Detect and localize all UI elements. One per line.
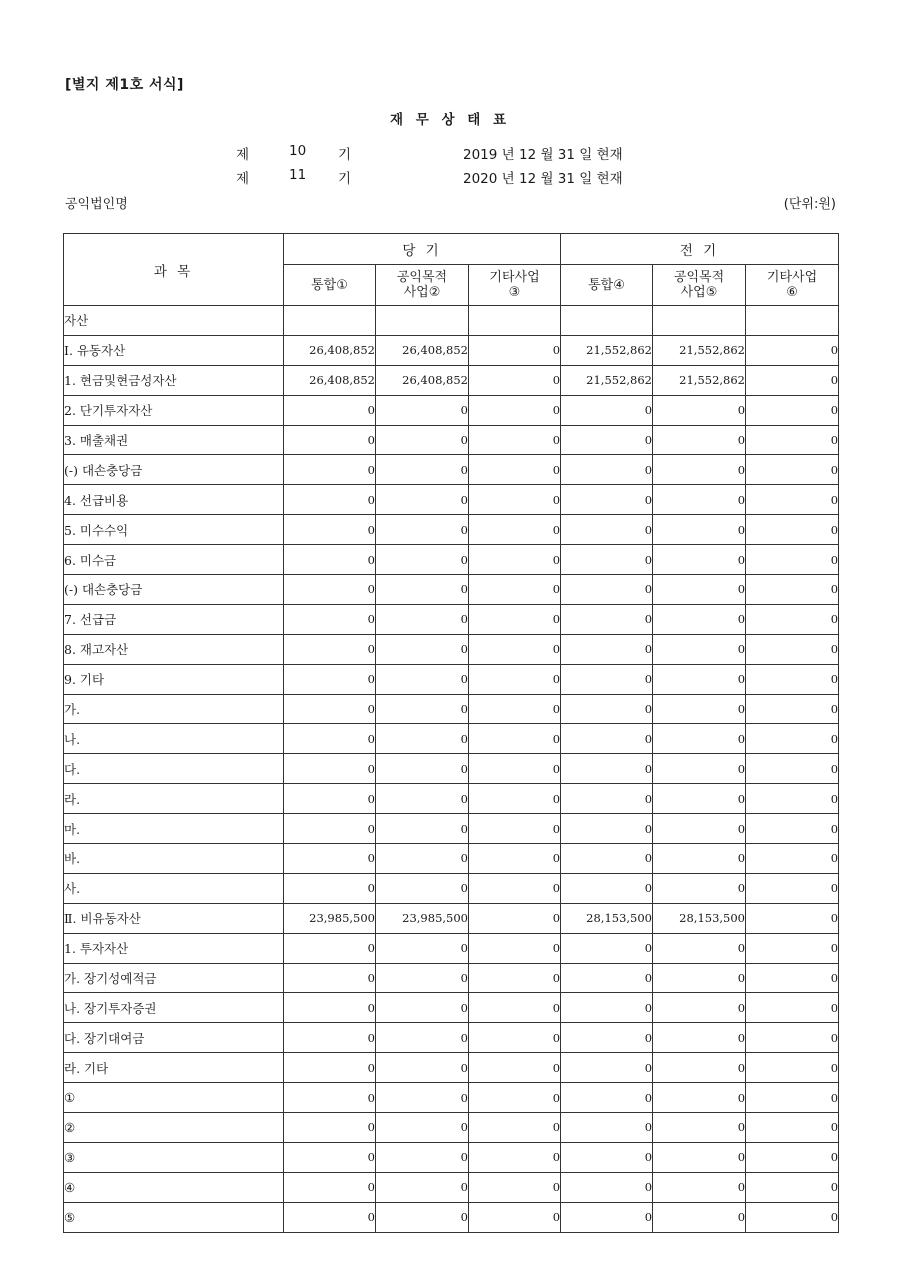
- row-label: 마.: [64, 814, 284, 844]
- amount-cell: 0: [561, 395, 653, 425]
- amount-cell: 0: [376, 814, 469, 844]
- amount-cell: 0: [653, 455, 746, 485]
- amount-cell: 0: [376, 545, 469, 575]
- amount-cell: 0: [284, 425, 376, 455]
- current-period-header: 당 기: [284, 234, 561, 265]
- amount-cell: 0: [284, 604, 376, 634]
- amount-cell: 0: [746, 365, 839, 395]
- amount-cell: [376, 306, 469, 336]
- column-header: 기타사업 ③: [469, 265, 561, 306]
- amount-cell: 0: [284, 963, 376, 993]
- amount-cell: 0: [284, 754, 376, 784]
- row-label: 7. 선급금: [64, 604, 284, 634]
- amount-cell: 0: [561, 1202, 653, 1232]
- table-row: [64, 873, 839, 903]
- amount-cell: 0: [284, 724, 376, 754]
- amount-cell: 0: [469, 395, 561, 425]
- amount-cell: 0: [561, 1083, 653, 1113]
- column-header: 통합④: [561, 265, 653, 306]
- amount-cell: 0: [376, 1142, 469, 1172]
- amount-cell: 0: [376, 844, 469, 874]
- amount-cell: 0: [746, 903, 839, 933]
- table-row: [64, 395, 839, 425]
- amount-cell: 0: [376, 993, 469, 1023]
- amount-cell: 0: [561, 1053, 653, 1083]
- row-label: (-) 대손충당금: [64, 455, 284, 485]
- amount-cell: 0: [284, 814, 376, 844]
- amount-cell: 0: [561, 963, 653, 993]
- row-label: 라. 기타: [64, 1053, 284, 1083]
- amount-cell: 28,153,500: [653, 903, 746, 933]
- row-label: 사.: [64, 873, 284, 903]
- amount-cell: 0: [376, 395, 469, 425]
- amount-cell: 0: [746, 1142, 839, 1172]
- amount-cell: 0: [746, 425, 839, 455]
- amount-cell: 0: [746, 784, 839, 814]
- amount-cell: 0: [469, 903, 561, 933]
- amount-cell: 0: [746, 664, 839, 694]
- amount-cell: 0: [469, 545, 561, 575]
- table-row: [64, 365, 839, 395]
- amount-cell: 0: [469, 1023, 561, 1053]
- amount-cell: 0: [469, 604, 561, 634]
- amount-cell: 0: [469, 634, 561, 664]
- amount-cell: 0: [376, 455, 469, 485]
- amount-cell: 0: [284, 1023, 376, 1053]
- amount-cell: 0: [561, 515, 653, 545]
- amount-cell: 0: [284, 873, 376, 903]
- amount-cell: 0: [653, 1113, 746, 1143]
- unit-label: (단위:원): [783, 197, 836, 212]
- table-row: [64, 933, 839, 963]
- row-label: ④: [64, 1172, 284, 1202]
- amount-cell: 21,552,862: [653, 335, 746, 365]
- amount-cell: 0: [469, 1142, 561, 1172]
- amount-cell: 0: [561, 1142, 653, 1172]
- amount-cell: 0: [653, 993, 746, 1023]
- amount-cell: 0: [746, 455, 839, 485]
- document-title: 재 무 상 태 표: [389, 112, 510, 128]
- amount-cell: 23,985,500: [376, 903, 469, 933]
- table-row: [64, 1142, 839, 1172]
- amount-cell: 0: [653, 575, 746, 605]
- amount-cell: 26,408,852: [376, 365, 469, 395]
- amount-cell: 0: [469, 933, 561, 963]
- row-label: ①: [64, 1083, 284, 1113]
- amount-cell: 0: [469, 365, 561, 395]
- table-row: [64, 844, 839, 874]
- table-row: [64, 1113, 839, 1143]
- amount-cell: 0: [284, 515, 376, 545]
- row-label: 다. 장기대여금: [64, 1023, 284, 1053]
- period-date: 2019 년 12 월 31 일 현재: [463, 147, 623, 163]
- table-row: [64, 993, 839, 1023]
- amount-cell: 0: [469, 844, 561, 874]
- amount-cell: 0: [469, 814, 561, 844]
- amount-cell: 0: [561, 784, 653, 814]
- row-label: ⑤: [64, 1202, 284, 1232]
- amount-cell: 0: [376, 784, 469, 814]
- table-row: [64, 694, 839, 724]
- amount-cell: 0: [376, 724, 469, 754]
- row-label: 4. 선급비용: [64, 485, 284, 515]
- row-label: Ⅱ. 비유동자산: [64, 903, 284, 933]
- amount-cell: 0: [746, 485, 839, 515]
- amount-cell: 0: [284, 993, 376, 1023]
- amount-cell: 0: [284, 933, 376, 963]
- row-label: ②: [64, 1113, 284, 1143]
- row-label: 1. 투자자산: [64, 933, 284, 963]
- row-label: 8. 재고자산: [64, 634, 284, 664]
- amount-cell: 0: [376, 933, 469, 963]
- amount-cell: 0: [746, 1202, 839, 1232]
- amount-cell: 0: [469, 455, 561, 485]
- row-label: 자산: [64, 306, 284, 336]
- amount-cell: 0: [653, 664, 746, 694]
- amount-cell: 0: [284, 664, 376, 694]
- row-label: 3. 매출채권: [64, 425, 284, 455]
- amount-cell: 23,985,500: [284, 903, 376, 933]
- table-row: [64, 1202, 839, 1232]
- row-label: 9. 기타: [64, 664, 284, 694]
- row-label: 다.: [64, 754, 284, 784]
- amount-cell: 0: [469, 425, 561, 455]
- amount-cell: 0: [561, 993, 653, 1023]
- amount-cell: 0: [653, 933, 746, 963]
- amount-cell: 0: [746, 335, 839, 365]
- amount-cell: 0: [469, 694, 561, 724]
- amount-cell: 0: [469, 664, 561, 694]
- amount-cell: 0: [561, 844, 653, 874]
- table-row: [64, 515, 839, 545]
- amount-cell: 0: [376, 1023, 469, 1053]
- amount-cell: 0: [561, 425, 653, 455]
- amount-cell: 0: [653, 814, 746, 844]
- amount-cell: 0: [746, 545, 839, 575]
- amount-cell: 0: [653, 694, 746, 724]
- table-row: [64, 634, 839, 664]
- table-row: [64, 604, 839, 634]
- period-suffix: 기: [338, 147, 352, 163]
- amount-cell: 0: [376, 1053, 469, 1083]
- period-suffix: 기: [338, 171, 352, 187]
- amount-cell: 0: [653, 604, 746, 634]
- amount-cell: 0: [561, 575, 653, 605]
- amount-cell: 0: [376, 873, 469, 903]
- table-row: [64, 664, 839, 694]
- amount-cell: 0: [653, 1023, 746, 1053]
- amount-cell: 0: [653, 1172, 746, 1202]
- amount-cell: 0: [746, 575, 839, 605]
- amount-cell: 0: [376, 1083, 469, 1113]
- table-row: [64, 754, 839, 784]
- amount-cell: 0: [653, 1053, 746, 1083]
- amount-cell: 0: [653, 784, 746, 814]
- amount-cell: 0: [561, 1113, 653, 1143]
- amount-cell: 21,552,862: [561, 365, 653, 395]
- amount-cell: 0: [746, 724, 839, 754]
- amount-cell: 0: [284, 844, 376, 874]
- amount-cell: 0: [746, 1172, 839, 1202]
- row-label: 나.: [64, 724, 284, 754]
- amount-cell: 0: [561, 485, 653, 515]
- row-label: 가.: [64, 694, 284, 724]
- amount-cell: 0: [376, 575, 469, 605]
- row-label: 바.: [64, 844, 284, 874]
- amount-cell: 0: [746, 1053, 839, 1083]
- form-label: [별지 제1호 서식]: [65, 77, 184, 93]
- amount-cell: 0: [561, 1172, 653, 1202]
- amount-cell: 0: [746, 694, 839, 724]
- amount-cell: 0: [469, 335, 561, 365]
- amount-cell: 0: [284, 1172, 376, 1202]
- amount-cell: 0: [284, 485, 376, 515]
- amount-cell: 0: [469, 1202, 561, 1232]
- amount-cell: 0: [561, 724, 653, 754]
- amount-cell: 0: [376, 963, 469, 993]
- amount-cell: 0: [469, 575, 561, 605]
- amount-cell: 0: [746, 993, 839, 1023]
- amount-cell: 0: [469, 1053, 561, 1083]
- amount-cell: 0: [376, 1172, 469, 1202]
- amount-cell: 21,552,862: [561, 335, 653, 365]
- amount-cell: [653, 306, 746, 336]
- column-header: 공익목적 사업⑤: [653, 265, 746, 306]
- amount-cell: 0: [653, 515, 746, 545]
- amount-cell: 0: [561, 1023, 653, 1053]
- table-row: [64, 724, 839, 754]
- amount-cell: 0: [746, 1023, 839, 1053]
- amount-cell: 26,408,852: [284, 365, 376, 395]
- amount-cell: 0: [469, 724, 561, 754]
- row-label: 2. 단기투자자산: [64, 395, 284, 425]
- amount-cell: 0: [746, 1113, 839, 1143]
- column-header: 통합①: [284, 265, 376, 306]
- amount-cell: 0: [469, 784, 561, 814]
- amount-cell: [561, 306, 653, 336]
- amount-cell: 0: [284, 395, 376, 425]
- amount-cell: 0: [653, 395, 746, 425]
- column-header: 기타사업 ⑥: [746, 265, 839, 306]
- amount-cell: 0: [653, 1142, 746, 1172]
- amount-cell: 0: [653, 844, 746, 874]
- amount-cell: 26,408,852: [284, 335, 376, 365]
- amount-cell: 26,408,852: [376, 335, 469, 365]
- table-row: [64, 1083, 839, 1113]
- amount-cell: [746, 306, 839, 336]
- period-prefix: 제: [236, 171, 250, 187]
- amount-cell: 0: [469, 1113, 561, 1143]
- amount-cell: 0: [653, 545, 746, 575]
- amount-cell: 0: [653, 1083, 746, 1113]
- amount-cell: 0: [653, 425, 746, 455]
- table-row: [64, 455, 839, 485]
- amount-cell: 0: [376, 634, 469, 664]
- amount-cell: 0: [376, 1202, 469, 1232]
- period-number: 11: [289, 167, 307, 183]
- amount-cell: 0: [469, 1172, 561, 1202]
- amount-cell: 28,153,500: [561, 903, 653, 933]
- amount-cell: [284, 306, 376, 336]
- row-label: 5. 미수수익: [64, 515, 284, 545]
- row-label: 1. 현금및현금성자산: [64, 365, 284, 395]
- amount-cell: 0: [653, 724, 746, 754]
- amount-cell: 0: [376, 1113, 469, 1143]
- amount-cell: 0: [746, 634, 839, 664]
- amount-cell: 0: [469, 1083, 561, 1113]
- table-row: [64, 1172, 839, 1202]
- amount-cell: 0: [284, 1113, 376, 1143]
- row-label: ③: [64, 1142, 284, 1172]
- amount-cell: 0: [376, 425, 469, 455]
- amount-cell: 0: [746, 604, 839, 634]
- amount-cell: 0: [376, 694, 469, 724]
- amount-cell: 0: [561, 694, 653, 724]
- period-date: 2020 년 12 월 31 일 현재: [463, 171, 623, 187]
- amount-cell: 0: [653, 963, 746, 993]
- amount-cell: 0: [469, 993, 561, 1023]
- amount-cell: 0: [653, 634, 746, 664]
- row-label: 나. 장기투자증권: [64, 993, 284, 1023]
- amount-cell: 0: [561, 873, 653, 903]
- amount-cell: 0: [746, 933, 839, 963]
- row-label: 가. 장기성예적금: [64, 963, 284, 993]
- amount-cell: 0: [561, 634, 653, 664]
- period-number: 10: [289, 143, 307, 159]
- amount-cell: 0: [284, 1053, 376, 1083]
- amount-cell: 0: [561, 545, 653, 575]
- amount-cell: 0: [746, 515, 839, 545]
- amount-cell: 0: [284, 634, 376, 664]
- amount-cell: 0: [561, 664, 653, 694]
- table-row: [64, 545, 839, 575]
- period-prefix: 제: [236, 147, 250, 163]
- amount-cell: 0: [561, 455, 653, 485]
- amount-cell: 0: [469, 963, 561, 993]
- table-row: [64, 1053, 839, 1083]
- amount-cell: 0: [746, 1083, 839, 1113]
- table-row: [64, 575, 839, 605]
- amount-cell: 0: [653, 485, 746, 515]
- amount-cell: 0: [376, 604, 469, 634]
- row-label: Ⅰ. 유동자산: [64, 335, 284, 365]
- amount-cell: 0: [376, 754, 469, 784]
- subject-header: 과 목: [64, 234, 284, 306]
- row-label: (-) 대손충당금: [64, 575, 284, 605]
- column-header: 공익목적 사업②: [376, 265, 469, 306]
- amount-cell: 0: [653, 873, 746, 903]
- amount-cell: 0: [284, 545, 376, 575]
- amount-cell: 0: [746, 814, 839, 844]
- amount-cell: 0: [284, 1142, 376, 1172]
- amount-cell: 0: [469, 515, 561, 545]
- amount-cell: 21,552,862: [653, 365, 746, 395]
- table-row: [64, 335, 839, 365]
- table-row: [64, 814, 839, 844]
- amount-cell: 0: [469, 873, 561, 903]
- table-row: [64, 485, 839, 515]
- prior-period-header: 전 기: [561, 234, 839, 265]
- amount-cell: 0: [746, 844, 839, 874]
- amount-cell: 0: [746, 873, 839, 903]
- amount-cell: 0: [561, 754, 653, 784]
- amount-cell: [469, 306, 561, 336]
- row-label: 라.: [64, 784, 284, 814]
- amount-cell: 0: [284, 575, 376, 605]
- amount-cell: 0: [284, 455, 376, 485]
- table-row: [64, 784, 839, 814]
- amount-cell: 0: [746, 395, 839, 425]
- amount-cell: 0: [746, 754, 839, 784]
- table-row: [64, 425, 839, 455]
- amount-cell: 0: [469, 754, 561, 784]
- table-row: [64, 306, 839, 336]
- amount-cell: 0: [561, 933, 653, 963]
- org-name-label: 공익법인명: [65, 197, 128, 212]
- amount-cell: 0: [284, 1083, 376, 1113]
- table-row: [64, 1023, 839, 1053]
- amount-cell: 0: [653, 754, 746, 784]
- amount-cell: 0: [653, 1202, 746, 1232]
- amount-cell: 0: [561, 604, 653, 634]
- amount-cell: 0: [284, 784, 376, 814]
- table-row: [64, 903, 839, 933]
- amount-cell: 0: [746, 963, 839, 993]
- row-label: 6. 미수금: [64, 545, 284, 575]
- amount-cell: 0: [376, 515, 469, 545]
- amount-cell: 0: [284, 694, 376, 724]
- amount-cell: 0: [561, 814, 653, 844]
- balance-sheet-table: [63, 233, 839, 1233]
- amount-cell: 0: [469, 485, 561, 515]
- table-row: [64, 963, 839, 993]
- amount-cell: 0: [376, 485, 469, 515]
- amount-cell: 0: [284, 1202, 376, 1232]
- amount-cell: 0: [376, 664, 469, 694]
